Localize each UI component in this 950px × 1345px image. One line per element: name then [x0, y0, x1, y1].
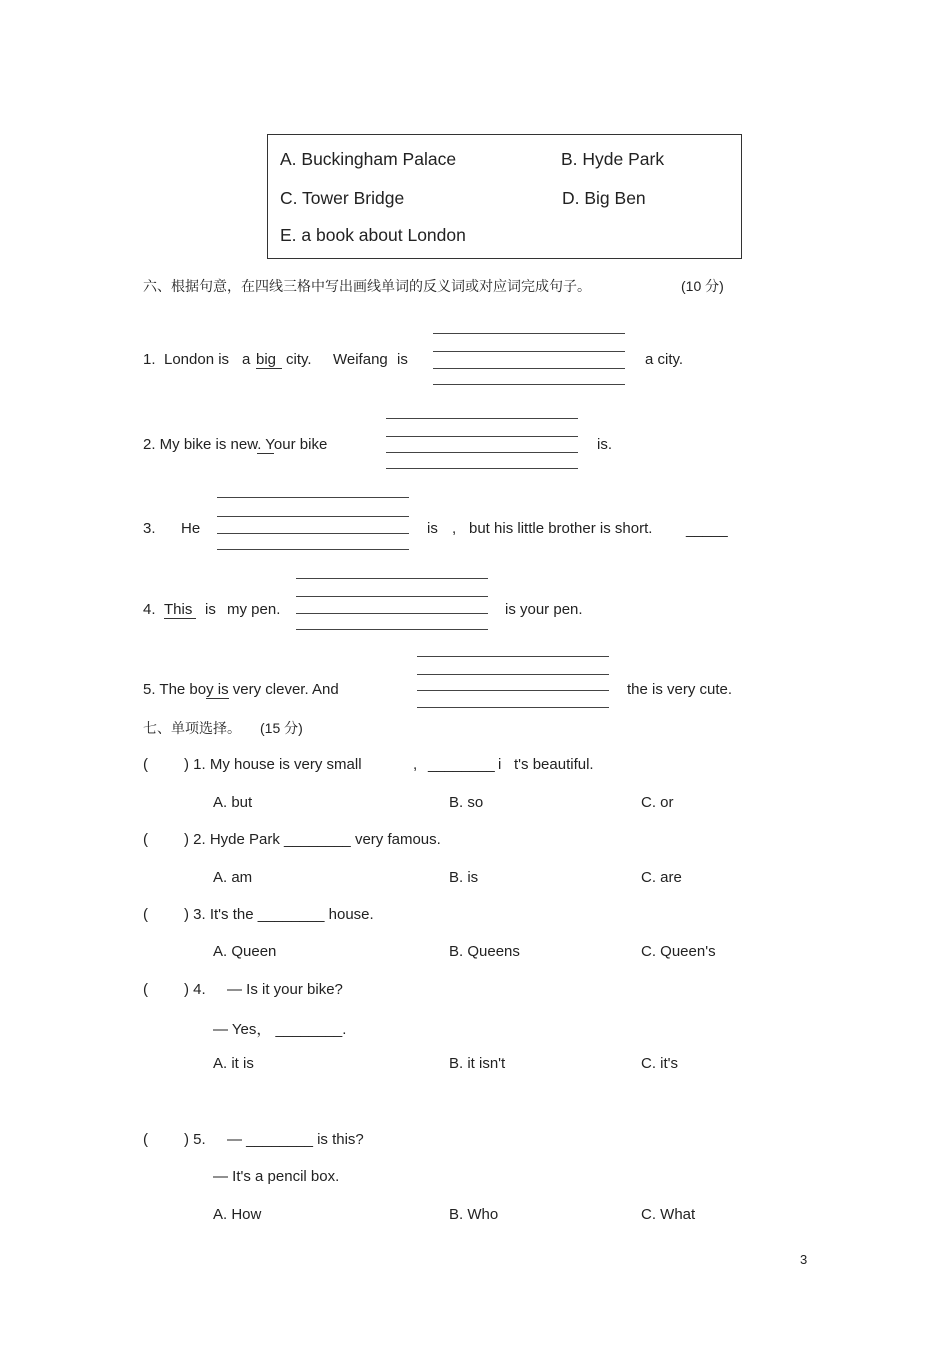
item1-text1: London is — [164, 351, 230, 368]
item5-after: the is very cute. — [627, 681, 733, 698]
q4-option-c: C. it's — [641, 1055, 679, 1072]
section6-score: (10 分) — [681, 278, 724, 294]
q1-option-a: A. but — [213, 794, 253, 811]
q2-paren: ( — [143, 831, 148, 848]
item3-after2: , — [452, 520, 457, 537]
q2-option-b: B. is — [449, 869, 479, 886]
q4-number: ) 4. — [184, 981, 206, 998]
writing-line — [386, 418, 578, 419]
q1-rest: t's beautiful. — [514, 756, 594, 773]
item3-number: 3. — [143, 520, 156, 537]
q3-option-a: A. Queen — [213, 943, 277, 960]
word-option-b: B. Hyde Park — [561, 149, 665, 169]
q4-paren: ( — [143, 981, 148, 998]
writing-line — [217, 516, 409, 517]
writing-line — [296, 596, 488, 597]
writing-line — [296, 613, 488, 614]
q1-i: i — [498, 756, 502, 773]
item1-text3: city. — [286, 351, 312, 368]
word-option-c: C. Tower Bridge — [280, 188, 405, 208]
item1-number: 1. — [143, 351, 156, 368]
q5-option-b: B. Who — [449, 1206, 499, 1223]
writing-line — [386, 436, 578, 437]
q4-option-b: B. it isn't — [449, 1055, 506, 1072]
q2-option-c: C. are — [641, 869, 682, 886]
item1-text4: Weifang — [333, 351, 388, 368]
q3-paren: ( — [143, 906, 148, 923]
writing-line — [433, 384, 625, 385]
item3-blank: _____ — [686, 521, 728, 538]
section6-title: 六、根据句意，在四线三格中写出画线单词的反义词或对应词完成句子。 — [143, 278, 591, 294]
q5-option-c: C. What — [641, 1206, 696, 1223]
item5-underlined: y is — [206, 681, 229, 698]
writing-line — [386, 452, 578, 453]
q5-paren: ( — [143, 1131, 148, 1148]
q5-line2: — It's a pencil box. — [213, 1168, 340, 1185]
item3-text1: He — [181, 520, 201, 537]
word-option-d: D. Big Ben — [562, 188, 646, 208]
q1-paren: ( — [143, 756, 148, 773]
writing-line — [296, 578, 488, 579]
item1-after: a city. — [645, 351, 684, 368]
q4-line1: — Is it your bike? — [227, 981, 343, 998]
page-number: 3 — [800, 1252, 808, 1267]
writing-line — [217, 497, 409, 498]
word-option-a: A. Buckingham Palace — [280, 149, 457, 169]
writing-line — [433, 333, 625, 334]
q4-option-a: A. it is — [213, 1055, 254, 1072]
q4-line2: — Yes， ________. — [213, 1021, 347, 1038]
item4-number: 4. — [143, 601, 156, 618]
item5-text: 5. The boy is very clever. And — [143, 681, 339, 698]
writing-line — [417, 656, 609, 657]
writing-line — [217, 533, 409, 534]
item2-text: 2. My bike is new. Your bike — [143, 436, 328, 453]
writing-line — [433, 368, 625, 369]
item2-after: is. — [597, 436, 612, 453]
q2-stem: ) 2. Hyde Park ________ very famous. — [184, 831, 441, 848]
q1-blank: ________ — [428, 756, 495, 773]
item2-underlined: . Y — [257, 436, 274, 453]
item1-underlined-word: big — [256, 351, 282, 369]
q1-option-c: C. or — [641, 794, 674, 811]
item4-text2: is — [205, 601, 216, 618]
writing-line — [417, 707, 609, 708]
writing-line — [386, 468, 578, 469]
section7-title: 七、单项选择。 — [143, 720, 241, 736]
q5-number: ) 5. — [184, 1131, 206, 1148]
q5-option-a: A. How — [213, 1206, 262, 1223]
q1-option-b: B. so — [449, 794, 484, 811]
q5-line1: — ________ is this? — [227, 1131, 364, 1148]
q2-option-a: A. am — [213, 869, 253, 886]
q1-stem: ) 1. My house is very small — [184, 756, 362, 773]
q3-option-b: B. Queens — [449, 943, 520, 960]
q3-option-c: C. Queen's — [641, 943, 716, 960]
item3-after3: but his little brother is short. — [469, 520, 653, 537]
q3-stem: ) 3. It's the ________ house. — [184, 906, 374, 923]
item1-text5: is — [397, 351, 408, 368]
q1-comma: , — [413, 756, 418, 773]
item3-after1: is — [427, 520, 438, 537]
writing-line — [433, 351, 625, 352]
section7-score: (15 分) — [260, 720, 303, 736]
item4-text3: my pen. — [227, 601, 281, 618]
writing-line — [417, 690, 609, 691]
writing-line — [417, 674, 609, 675]
item4-after: is your pen. — [505, 601, 583, 618]
writing-line — [217, 549, 409, 550]
writing-line — [296, 629, 488, 630]
word-option-e: E. a book about London — [280, 225, 466, 245]
item1-text2: a — [242, 351, 251, 368]
item4-underlined-word: This — [164, 601, 196, 619]
